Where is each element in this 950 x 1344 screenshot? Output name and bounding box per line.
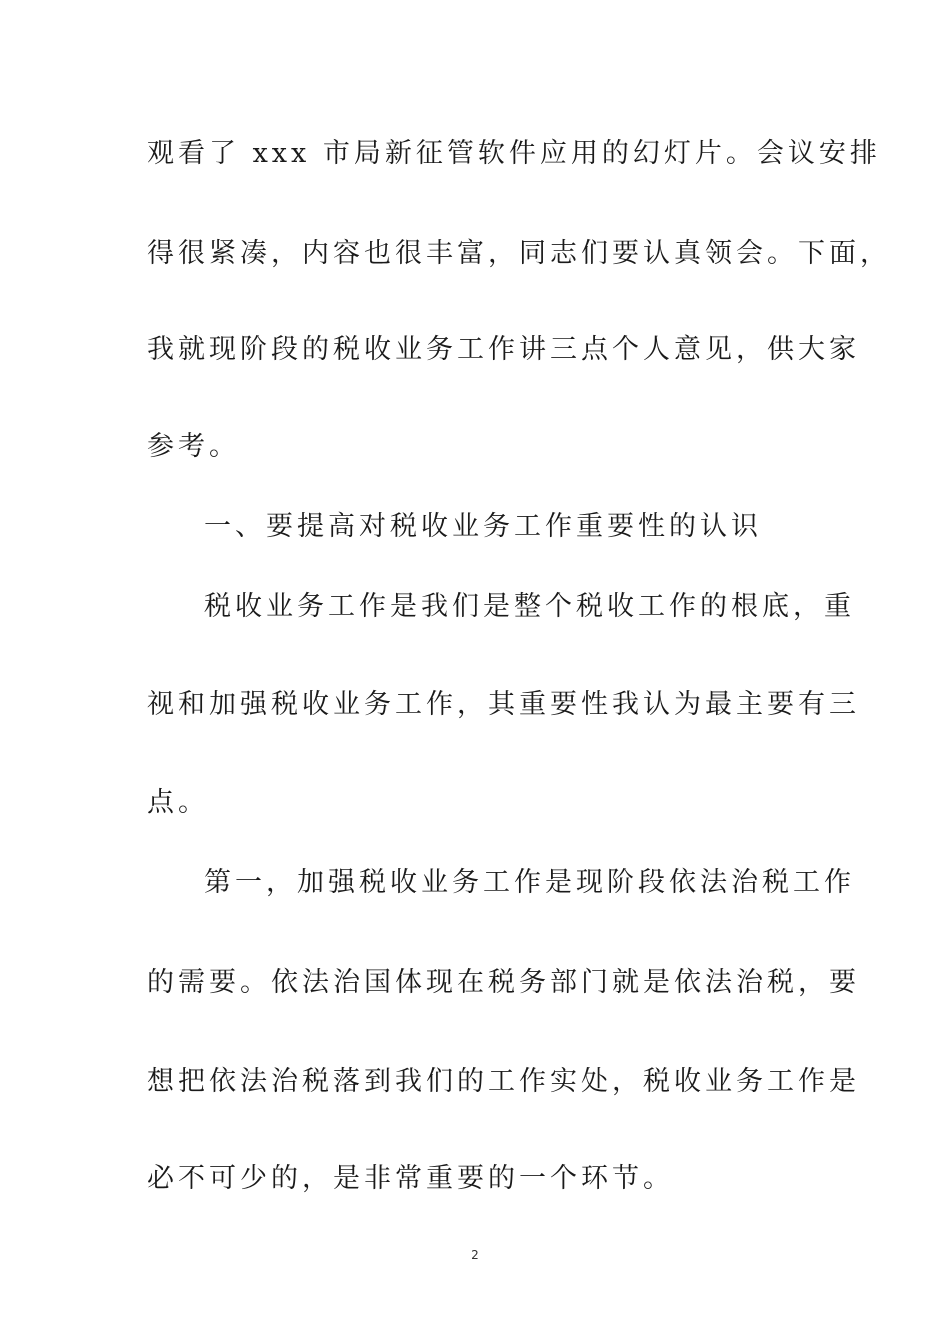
paragraph-line: 想把依法治税落到我们的工作实处，税收业务工作是 xyxy=(147,1066,860,1097)
page-number: 2 xyxy=(471,1248,479,1262)
paragraph-line: 视和加强税收业务工作，其重要性我认为最主要有三 xyxy=(147,689,860,720)
paragraph-line: 参考。 xyxy=(147,431,240,462)
paragraph-line: 得很紧凑，内容也很丰富，同志们要认真领会。下面， xyxy=(147,238,891,269)
paragraph-line: 第一，加强税收业务工作是现阶段依法治税工作 xyxy=(204,867,855,898)
section-heading: 一、要提高对税收业务工作重要性的认识 xyxy=(204,511,762,542)
paragraph-line: 的需要。依法治国体现在税务部门就是依法治税，要 xyxy=(147,967,860,998)
paragraph-line: 点。 xyxy=(147,787,209,818)
paragraph-line: 我就现阶段的税收业务工作讲三点个人意见，供大家 xyxy=(147,334,860,365)
paragraph-line: 观看了 xxx 市局新征管软件应用的幻灯片。会议安排 xyxy=(147,138,881,169)
paragraph-line: 必不可少的，是非常重要的一个环节。 xyxy=(147,1163,674,1194)
paragraph-line: 税收业务工作是我们是整个税收工作的根底，重 xyxy=(204,591,855,622)
